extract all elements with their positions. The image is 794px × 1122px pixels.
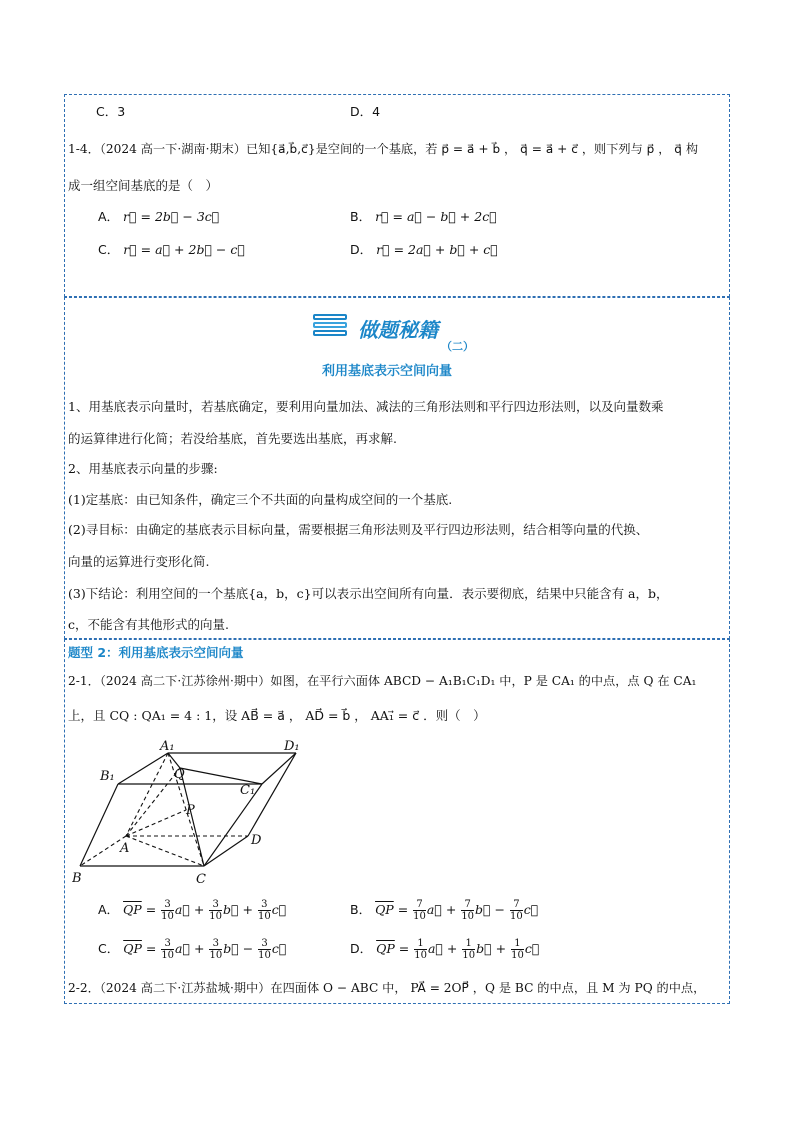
q14-option-b: [350, 209, 497, 225]
tips-step-3-line2: c，不能含有其他形式的向量.: [68, 617, 229, 632]
question-2-1-line1: 2-1．（2024 高二下·江苏徐州·期中）如图，在平行六面体 ABCD − A₁B₁C₁D₁ 中，P 是 CA₁ 的中点，点 Q 在 CA₁: [68, 674, 697, 688]
question-2-2-line1: 2-2．（2024 高二下·江苏盐城·期中）在四面体 O − ABC 中， PA⃗ = 2OP⃗ ，Q 是 BC 的中点，且 M 为 PQ 的中点，: [68, 981, 706, 995]
frac-c: $\frac{3}{10}$: [258, 899, 271, 922]
option-label: B．: [350, 209, 372, 224]
parallelepiped-figure: [72, 738, 302, 886]
banner-title: 做题秘籍: [358, 318, 438, 342]
tips-step-3-line1: (3)下结论：利用空间的一个基底{a，b，c}可以表示出空间所有向量．表示要彻底，结果中只能含有 a，b，: [68, 586, 669, 601]
frac-a: $\frac{3}{10}$: [161, 899, 174, 922]
option-expr: r⃗ = 2b⃗ − 3c⃗: [123, 209, 220, 224]
option-lhs: $\overline{QP}$: [376, 941, 395, 956]
option-expr: r⃗ = 2a⃗ + b⃗ + c⃗: [376, 242, 498, 257]
frac-a: $\frac{7}{10}$: [413, 899, 426, 922]
frac-b: $\frac{3}{10}$: [209, 899, 223, 922]
q21-option-a: A． $\overline{QP}$ = $\frac{3}{10}$ a⃗ + $\frac{3}{10}$ b⃗ + $\frac{3}{10}$ c⃗: [98, 899, 287, 922]
tips-p1-line2: 的运算律进行化简；若没给基底，首先要选出基底，再求解.: [68, 431, 397, 446]
option-label: C．: [98, 242, 120, 257]
option-c-prev: C．3: [96, 104, 126, 119]
question-1-4-line2: 成一组空间基底的是（ ）: [68, 178, 219, 193]
tips-p1-line1: 1、用基底表示向量时，若基底确定，要利用向量加法、减法的三角形法则和平行四边形法则，以及向量数乘: [68, 399, 664, 414]
option-label: A．: [98, 902, 120, 917]
option-lhs: $\overline{QP}$: [375, 902, 394, 917]
option-label: D．: [350, 941, 373, 956]
q14-option-a: [98, 209, 219, 225]
q14-option-d: [350, 242, 498, 258]
label-d1: D₁: [284, 739, 300, 754]
tips-p2: 2、用基底表示向量的步骤:: [68, 461, 218, 476]
label-b: B: [72, 871, 82, 886]
books-icon: [311, 312, 349, 342]
option-label: B．: [350, 902, 372, 917]
label-b1: B₁: [100, 769, 115, 784]
frac-b: $\frac{7}{10}$: [461, 899, 475, 922]
option-lhs: $\overline{QP}$: [123, 902, 142, 917]
frac-c: $\frac{1}{10}$: [511, 938, 524, 961]
frac-a: $\frac{1}{10}$: [414, 938, 427, 961]
frac-b: $\frac{1}{10}$: [462, 938, 476, 961]
label-c1: C₁: [240, 783, 256, 798]
q21-option-c: C． $\overline{QP}$ = $\frac{3}{10}$ a⃗ + $\frac{3}{10}$ b⃗ − $\frac{3}{10}$ c⃗: [98, 938, 287, 961]
label-p: P: [186, 803, 195, 818]
frac-c: $\frac{3}{10}$: [258, 938, 271, 961]
q21-option-b: B． $\overline{QP}$ = $\frac{7}{10}$ a⃗ + $\frac{7}{10}$ b⃗ − $\frac{7}{10}$ c⃗: [350, 899, 539, 922]
frac-c: $\frac{7}{10}$: [510, 899, 523, 922]
label-a: A: [120, 841, 130, 856]
option-d-prev: D．4: [350, 104, 381, 119]
q14-option-c: [98, 242, 245, 258]
label-c: C: [196, 872, 206, 886]
frac-a: $\frac{3}{10}$: [161, 938, 175, 961]
label-d: D: [251, 833, 262, 848]
q21-option-d: D． $\overline{QP}$ = $\frac{1}{10}$ a⃗ + $\frac{1}{10}$ b⃗ + $\frac{1}{10}$ c⃗: [350, 938, 540, 961]
tips-step-2-line1: (2)寻目标：由确定的基底表示目标向量，需要根据三角形法则及平行四边形法则，结合相等向量的代换、: [68, 522, 649, 537]
label-q: Q: [174, 767, 185, 782]
tips-step-1: (1)定基底：由已知条件，确定三个不共面的向量构成空间的一个基底.: [68, 492, 453, 507]
label-a1: A₁: [160, 739, 175, 754]
option-lhs: $\overline{QP}$: [123, 941, 142, 956]
option-label: A．: [98, 209, 120, 224]
tips-heading: 利用基底表示空间向量: [322, 364, 453, 379]
option-expr: r⃗ = a⃗ + 2b⃗ − c⃗: [123, 242, 245, 257]
type2-title: 题型 2：利用基底表示空间向量: [68, 645, 244, 660]
option-label: D．: [350, 242, 373, 257]
option-expr: r⃗ = a⃗ − b⃗ + 2c⃗: [375, 209, 497, 224]
question-1-4-line1: 1-4．（2024 高一下·湖南·期末）已知{a⃗,b⃗,c⃗}是空间的一个基底，若 p⃗ = a⃗ + b⃗ ， q⃗ = a⃗ + c⃗ ，则下列与 p⃗ ， q⃗ 构: [68, 142, 699, 156]
question-box-1: [64, 94, 730, 297]
tips-step-2-line2: 向量的运算进行变形化简.: [68, 554, 210, 569]
frac-b: $\frac{3}{10}$: [209, 938, 223, 961]
option-label: C．: [98, 941, 120, 956]
question-2-1-line2: 上，且 CQ : QA₁ = 4 : 1，设 AB⃗ = a⃗ ， AD⃗ = b⃗ ， AA₁⃗ = c⃗ ．则（ ）: [68, 708, 486, 723]
banner-subtitle: （二）: [441, 340, 474, 353]
